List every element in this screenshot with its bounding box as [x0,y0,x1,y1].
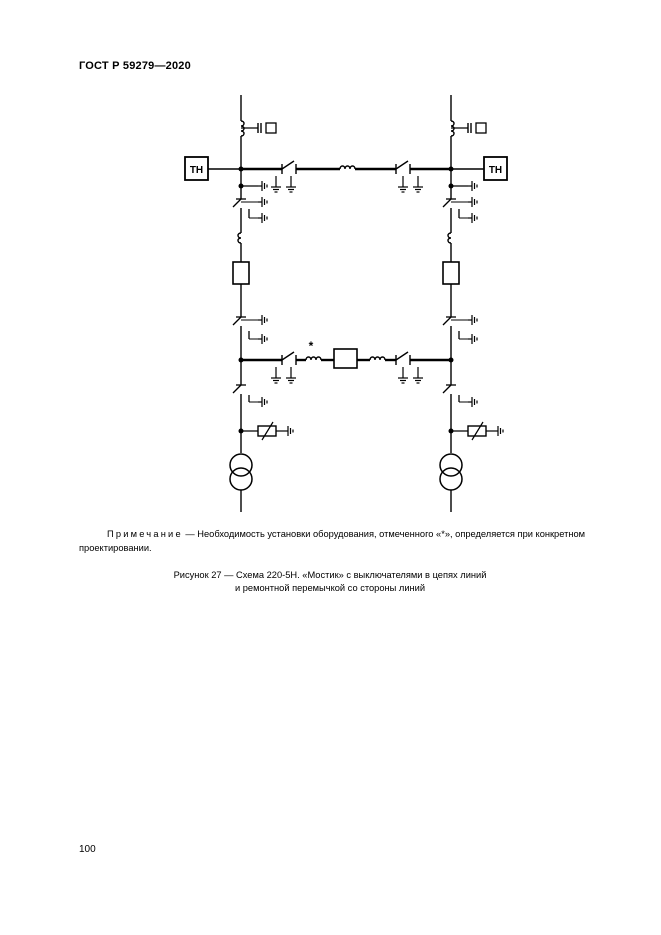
optional-marker: * [308,339,314,353]
right-disconnector-upper [443,197,477,226]
bridge-breaker [334,349,357,368]
right-transformer-winding-1 [440,454,462,476]
left-breaker [233,262,249,284]
left-transformer-winding-1 [230,454,252,476]
note-text: — Необходимость установки оборудования, отмеченного «*», определяется при конкретном проектировании. [79,529,586,553]
right-breaker [443,262,459,284]
left-transformer-winding-2 [230,468,252,490]
right-vt-label: ТН [488,165,503,176]
right-line-coupling-box [476,123,486,133]
left-disconnector-middle [233,315,267,360]
left-vt-label: ТН [189,165,204,176]
caption-line-2: и ремонтной перемычкой со стороны линий [234,583,426,593]
caption-line-1: Рисунок 27 — Схема 220-5Н. «Мостик» с выключателями в цепях линий [173,570,487,580]
left-branch [185,95,293,512]
right-disconnector-middle [443,315,477,360]
note-label: Примечание [107,529,183,539]
left-disconnector-lower [233,385,267,453]
figure-caption [100,569,560,595]
page-number: 100 [79,844,96,855]
right-transformer-winding-2 [440,468,462,490]
left-line-coupling-box [266,123,276,133]
right-branch [440,95,507,512]
note-paragraph [79,527,619,555]
top-repair-jumper [241,161,451,192]
right-ct [448,233,451,243]
right-disconnector-lower [443,385,477,453]
bridge-with-breaker [241,339,451,383]
bridge-reactor-optional [306,357,321,360]
document-header: ГОСТ Р 59279—2020 [79,60,191,72]
left-ct [238,233,241,243]
left-disconnector-upper [233,197,267,226]
